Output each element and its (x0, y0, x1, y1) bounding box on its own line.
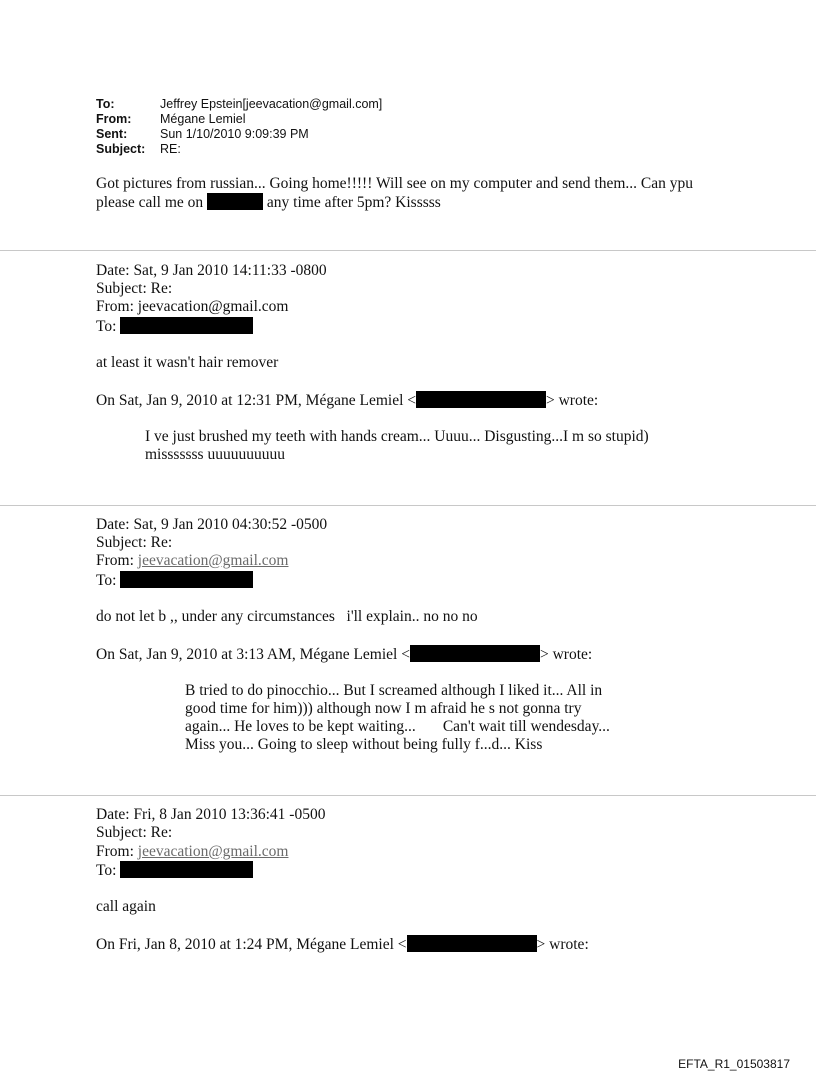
redaction-box (410, 645, 540, 662)
msg1-from: From: jeevacation@gmail.com (96, 298, 289, 315)
msg1-to-label: To: (96, 318, 117, 335)
msg3-body: call again (96, 898, 156, 915)
msg1-quote-post: > wrote: (546, 392, 599, 409)
from-value: Mégane Lemiel (160, 112, 246, 126)
msg3-quote-header (96, 935, 589, 954)
msg1-quote-header (96, 391, 598, 410)
msg2-quote-post: > wrote: (539, 646, 593, 663)
msg3-from (96, 843, 288, 861)
msg2-subject: Subject: Re: (96, 534, 173, 551)
redaction-box (416, 391, 546, 408)
msg1-quoted-line-1: I ve just brushed my teeth with hands cream... Uuuu... Disgusting...I m so stupid) (145, 428, 649, 445)
msg1-quoted-line-2: misssssss uuuuuuuuuu (145, 446, 285, 463)
msg2-quoted-line-4: Miss you... Going to sleep without being fully f...d... Kiss (185, 736, 543, 753)
document-id: EFTA_R1_01503817 (678, 1057, 790, 1071)
divider (0, 795, 816, 796)
from-label: From: (96, 112, 132, 126)
subject-value: RE: (160, 142, 181, 156)
msg1-subject: Subject: Re: (96, 280, 173, 297)
msg2-from-prefix: From: (96, 552, 138, 569)
msg2-quoted-line-3: again... He loves to be kept waiting... Can't wait till wendesday... (185, 718, 610, 735)
msg2-quoted-line-1: B tried to do pinocchio... But I screamed although I liked it... All in (185, 682, 603, 699)
msg3-quote-post: > wrote: (536, 936, 589, 953)
sent-label: Sent: (96, 127, 128, 141)
msg3-to (96, 861, 253, 880)
email-header (96, 97, 496, 159)
msg3-subject: Subject: Re: (96, 824, 173, 841)
subject-label: Subject: (96, 142, 146, 156)
top-body-line-2-pre: please call me on (96, 194, 204, 211)
divider (0, 250, 816, 251)
msg2-quote-header (96, 645, 592, 664)
sent-value: Sun 1/10/2010 9:09:39 PM (160, 127, 309, 141)
msg2-quoted-line-2: good time for him))) although now I m afraid he s not gonna try (185, 700, 582, 717)
msg2-date: Date: Sat, 9 Jan 2010 04:30:52 -0500 (96, 516, 328, 533)
redaction-box (120, 571, 253, 588)
msg2-from (96, 552, 288, 570)
msg2-from-email-link[interactable]: jeevacation@gmail.com (137, 552, 289, 569)
msg3-date: Date: Fri, 8 Jan 2010 13:36:41 -0500 (96, 806, 326, 823)
to-label: To: (96, 97, 115, 111)
msg1-to (96, 317, 253, 336)
msg2-quote-pre: On Sat, Jan 9, 2010 at 3:13 AM, Mégane Lemiel < (96, 646, 410, 663)
redaction-box (120, 861, 253, 878)
msg3-from-prefix: From: (96, 843, 138, 860)
top-body-line-2-post: any time after 5pm? Kisssss (266, 194, 441, 211)
msg3-to-label: To: (96, 862, 117, 879)
top-body-line-1: Got pictures from russian... Going home!!!!! Will see on my computer and send them... Can ypu (96, 175, 694, 192)
msg3-from-email-link[interactable]: jeevacation@gmail.com (137, 843, 289, 860)
msg1-date: Date: Sat, 9 Jan 2010 14:11:33 -0800 (96, 262, 327, 279)
msg3-quote-pre: On Fri, Jan 8, 2010 at 1:24 PM, Mégane Lemiel < (96, 936, 407, 953)
msg1-quote-pre: On Sat, Jan 9, 2010 at 12:31 PM, Mégane Lemiel < (96, 392, 416, 409)
divider (0, 505, 816, 506)
msg2-body: do not let b ,, under any circumstances i'll explain.. no no no (96, 608, 478, 625)
to-value: Jeffrey Epstein[jeevacation@gmail.com] (160, 97, 383, 111)
msg2-to-label: To: (96, 572, 117, 589)
top-body-line-2 (96, 193, 441, 212)
redaction-box (407, 935, 537, 952)
msg2-to (96, 571, 253, 590)
redaction-box (207, 193, 263, 210)
redaction-box (120, 317, 253, 334)
msg1-body: at least it wasn't hair remover (96, 354, 279, 371)
